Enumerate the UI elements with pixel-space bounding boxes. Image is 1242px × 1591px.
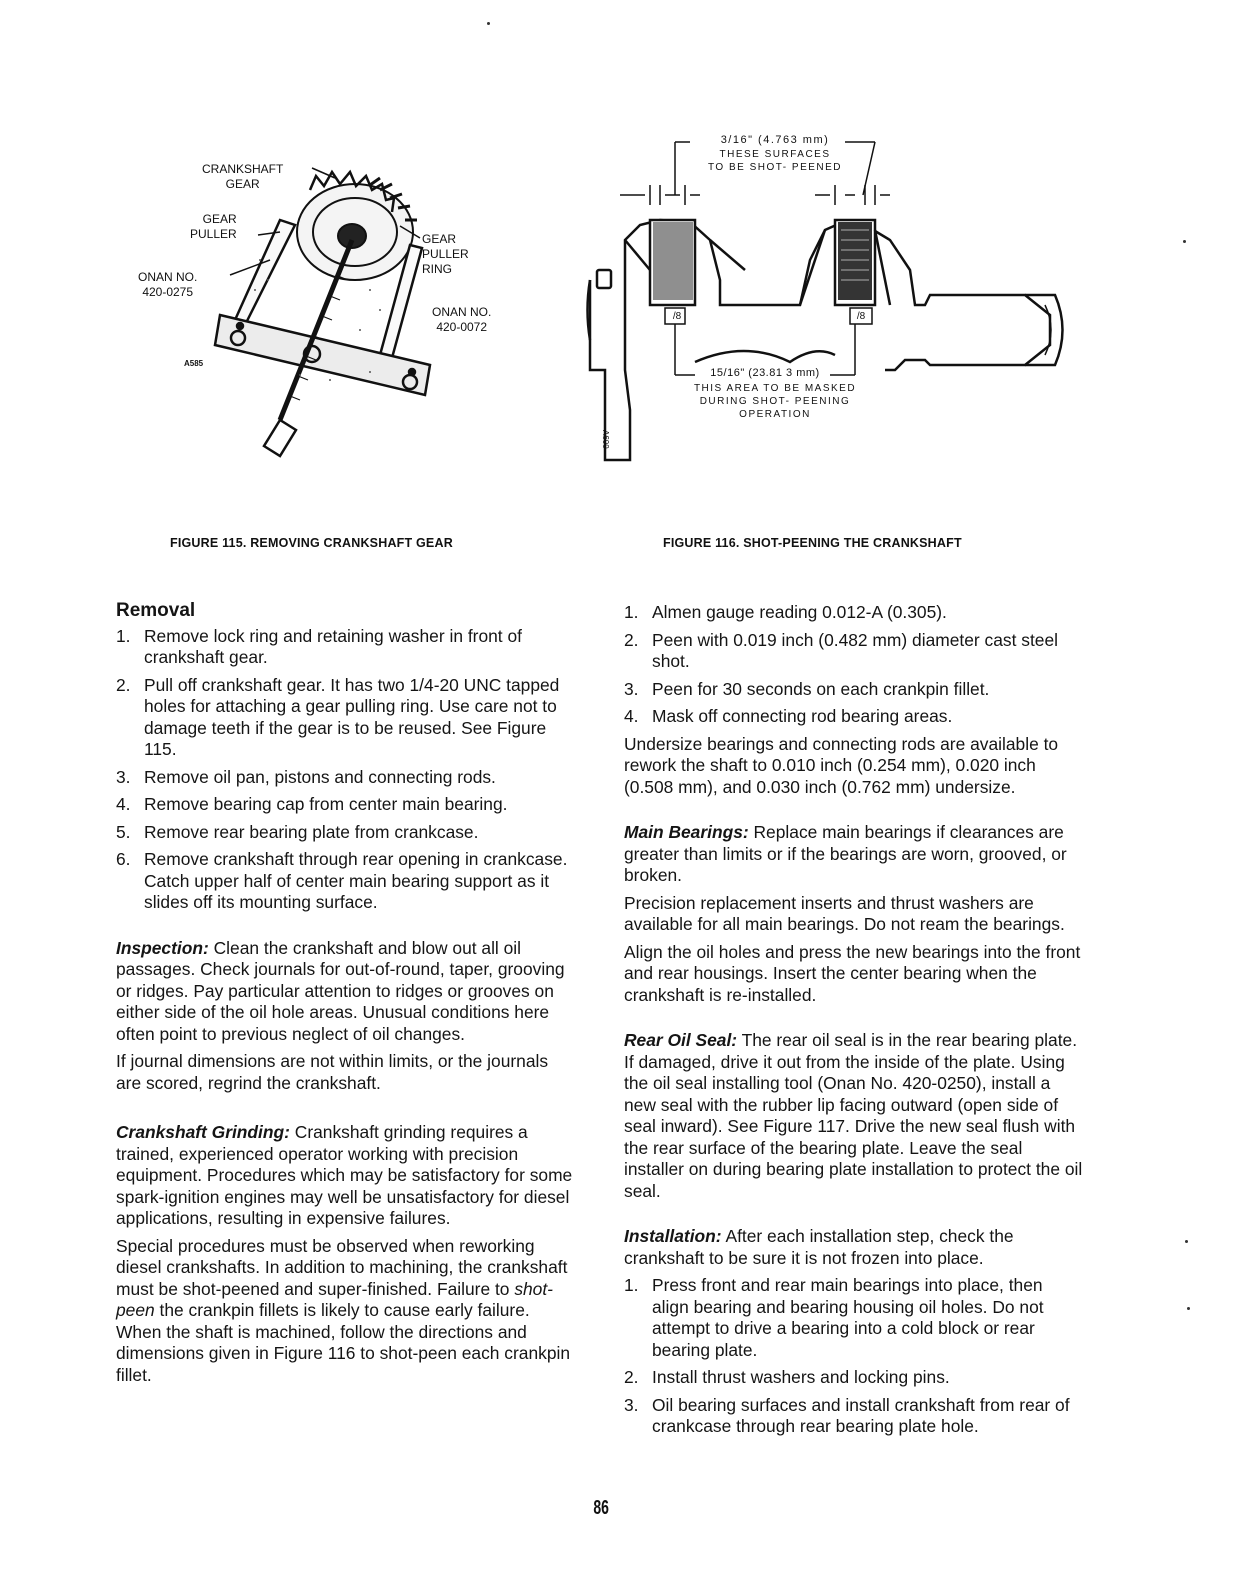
fillet-mark-right: /8 (856, 311, 866, 322)
scan-speck (1183, 240, 1186, 243)
list-item: 4. Mask off connecting rod bearing areas. (624, 706, 953, 726)
label-onan-420-0275: ONAN NO. 420-0275 (138, 270, 198, 299)
list-item: 2. Pull off crankshaft gear. It has two 1/4-20 UNC tapped holes for attaching a gear pulling ring. Use care not to damage teeth if the gear is to be reused. See Figure 115. (116, 674, 560, 759)
fillet-mark-left: /8 (672, 311, 682, 322)
label-gear-puller-ring: GEAR PULLER RING (422, 232, 469, 276)
installation-steps (624, 1275, 1084, 1438)
inspection-section: Inspection: Clean the crankshaft and blow out all oil passages. Check journals for out-of-round, taper, grooving or ridges. Pay particular attention to ridges or grooves on either side of the oil hole areas. Unusual conditions here often point to previous neglect of oil changes. If journal dimensions are not within limits, or the journals are scored, regrind the crankshaft. (116, 937, 565, 1093)
peened-surface-shading (653, 222, 872, 300)
main-bearings-section: Main Bearings: Replace main bearings if clearances are greater than limits or if the bearings are worn, grooved, or broken. Precision replacement inserts and thrust washers are available for all main bearings. Do not ream the bearings. Align the oil holes and press the new bearings into the front and rear housings. Insert the center bearing when the crankshaft is re-installed. (624, 822, 1081, 1005)
rear-oil-seal-heading: Rear Oil Seal: (624, 1030, 738, 1050)
figure-code: A600 (601, 430, 610, 449)
dim-bottom: 15/16" (23.81 3 mm) (710, 367, 820, 379)
scan-speck (1185, 1240, 1188, 1243)
figure-115-caption: FIGURE 115. REMOVING CRANKSHAFT GEAR (170, 536, 453, 550)
left-column (116, 600, 576, 1386)
right-column (624, 602, 1084, 1444)
list-item: 5. Remove rear bearing plate from crankcase. (116, 821, 479, 842)
removal-heading: Removal (116, 600, 196, 621)
note-shot-peened: THESE SURFACES TO BE SHOT- PEENED (707, 149, 843, 173)
crankshaft-gear-drawing (297, 172, 417, 280)
peen-steps (624, 602, 1084, 728)
grinding-heading: Crankshaft Grinding: (116, 1122, 290, 1142)
inspection-heading: Inspection: (116, 937, 209, 958)
label-onan-420-0072: ONAN NO. 420-0072 (432, 305, 492, 334)
label-crankshaft-gear: CRANKSHAFT GEAR (202, 162, 284, 191)
list-item: 4. Remove bearing cap from center main bearing. (116, 794, 508, 814)
list-item: 2. Peen with 0.019 inch (0.482 mm) diameter cast steel shot. (624, 629, 1058, 671)
list-item: 6. Remove crankshaft through rear opening in crankcase. Catch upper half of center main bearing support as it slides off its mounting surface. (116, 849, 568, 912)
list-item: 3. Oil bearing surfaces and install crankshaft from rear of crankcase through rear bearing plate hole. (624, 1394, 1070, 1436)
list-item: 3. Peen for 30 seconds on each crankpin fillet. (624, 678, 990, 699)
page-number: 86 (593, 1497, 609, 1519)
rear-oil-seal-section: Rear Oil Seal: The rear oil seal is in the rear bearing plate. If damaged, drive it out from the inside of the plate. Using the oil seal installing tool (Onan No. 420-0250), install a new seal with the rubber lip facing outward (open side of seal inward). See Figure 117. Drive the new seal flush with the rear surface of the bearing plate. Leave the seal installer on during bearing plate installation to protect the oil seal. (624, 1030, 1083, 1201)
removal-steps (116, 626, 576, 914)
installation-heading: Installation: (624, 1226, 722, 1246)
list-item: 1. Press front and rear main bearings into place, then align bearing and bearing housing oil holes. Do not attempt to drive a bearing into a cold block or rear bearing plate. (624, 1275, 1044, 1360)
scan-speck (487, 22, 490, 25)
list-item: 1. Remove lock ring and retaining washer in front of crankshaft gear. (116, 625, 522, 667)
list-item: 1. Almen gauge reading 0.012-A (0.305). (624, 602, 947, 622)
note-masked-area: THIS AREA TO BE MASKED DURING SHOT- PEENING OPERATION (693, 383, 857, 420)
scan-speck (1187, 1307, 1190, 1310)
figure-115 (130, 150, 520, 470)
dim-top: 3/16" (4.763 mm) (720, 134, 830, 146)
list-item: 2. Install thrust washers and locking pins. (624, 1367, 950, 1387)
list-item: 3. Remove oil pan, pistons and connecting rods. (116, 766, 496, 787)
label-gear-puller: GEAR PULLER (190, 212, 237, 241)
undersize-paragraph: Undersize bearings and connecting rods are available to rework the shaft to 0.010 inch (0.254 mm), 0.020 inch (0.508 mm), and 0.030 inch (0.762 mm) undersize. (624, 733, 1059, 797)
figure-116 (585, 130, 1075, 485)
crankshaft-illustration (585, 130, 1075, 485)
figure-116-caption: FIGURE 116. SHOT-PEENING THE CRANKSHAFT (663, 536, 962, 550)
grinding-section: Crankshaft Grinding: Crankshaft grinding requires a trained, experienced operator working with precision equipment. Procedures which may be satisfactory for some spark-ignition engines may well be unsatisfactory for diesel applications, resulting in expensive failures. Special procedures must be observed when reworking diesel crankshafts. In addition to machining, the crankshaft must be shot-peened and super-finished. Failure to shot-peen the crankpin fillets is likely to cause early failure. When the shaft is machined, follow the directions and dimensions given in Figure 116 to shot-peen each crankpin fillet. (116, 1122, 573, 1385)
figure-code: A585 (184, 359, 204, 368)
installation-section: Installation: After each installation step, check the crankshaft to be sure it is not frozen into place. 1. Press front and rear main bearings into place, then align bearing and bearing housing oil holes. Do not attempt to drive a bearing into a cold block or rear bearing plate. 2. Install thrust washers and locking pins. 3. Oil bearing surfaces and install crankshaft from rear of crankcase through rear bearing plate hole. (624, 1226, 1084, 1438)
main-bearings-heading: Main Bearings: (624, 822, 749, 842)
